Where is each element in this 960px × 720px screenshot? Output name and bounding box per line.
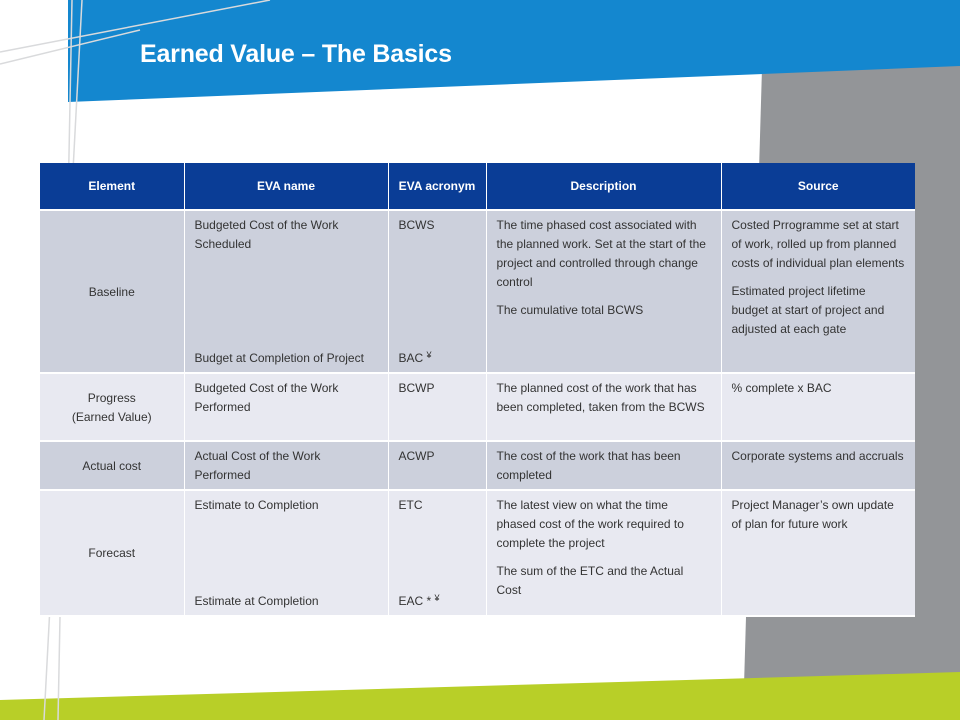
description-text: The sum of the ETC and the Actual Cost [496, 564, 684, 597]
source-text: Costed Prrogramme set at start of work, rolled up from planned costs of individual plan elements [731, 218, 905, 270]
eva-basics-table [40, 163, 915, 617]
acronym-value: EAC * [398, 594, 432, 608]
table-row-progress [40, 373, 915, 441]
acronym-footnote-mark: ¥ [434, 593, 440, 603]
column-header-source: Source [721, 163, 915, 210]
eva-name-text: Budgeted Cost of the Work Scheduled [194, 218, 339, 251]
description-cell: The cost of the work that has been completed [486, 441, 721, 490]
eva-name-text: Estimate at Completion [194, 594, 319, 608]
eva-name-cell [184, 490, 388, 616]
source-cell: Corporate systems and accruals [721, 441, 915, 490]
eva-acronym-cell: ACWP [388, 441, 486, 490]
table-row-baseline [40, 210, 915, 373]
element-text: Progress [87, 390, 136, 405]
acronym-text [399, 346, 476, 368]
eva-acronym-cell [388, 210, 486, 373]
description-cell [486, 490, 721, 616]
eva-name-cell: Budgeted Cost of the Work Performed [184, 373, 388, 441]
table-row-forecast [40, 490, 915, 616]
description-cell: The planned cost of the work that has been completed, taken from the BCWS [486, 373, 721, 441]
source-cell: Project Manager’s own update of plan for future work [721, 490, 915, 616]
acronym-text: BCWS [398, 218, 435, 232]
description-text: The time phased cost associated with the planned work. Set at the start of the project and controlled through change control [496, 218, 706, 289]
description-text: The latest view on what the time phased cost of the work required to complete the project [496, 498, 684, 550]
eva-name-text: Estimate to Completion [194, 498, 319, 512]
bottom-green-band [0, 672, 960, 720]
column-header-eva-acronym: EVA acronym [388, 163, 486, 210]
column-header-eva-name: EVA name [184, 163, 388, 210]
column-header-description: Description [486, 163, 721, 210]
eva-name-text: Budget at Completion of Project [194, 351, 364, 365]
source-cell [721, 210, 915, 373]
page-title: Earned Value – The Basics [140, 40, 452, 68]
source-cell: % complete x BAC [721, 373, 915, 441]
eva-name-cell: Actual Cost of the Work Performed [184, 441, 388, 490]
eva-name-cell [184, 210, 388, 373]
description-cell [486, 210, 721, 373]
element-cell: Forecast [40, 490, 184, 616]
element-text: (Earned Value) [71, 409, 152, 424]
description-text: The cumulative total BCWS [496, 303, 644, 317]
acronym-text: ETC [398, 498, 423, 512]
eva-acronym-cell [388, 490, 486, 616]
acronym-text [399, 589, 476, 611]
element-cell [40, 373, 184, 441]
spacer [732, 273, 906, 282]
source-text: Estimated project lifetime budget at start of project and adjusted at each gate [731, 284, 885, 336]
column-header-element: Element [40, 163, 184, 210]
table-header-row [40, 163, 915, 210]
element-cell: Actual cost [40, 441, 184, 490]
eva-acronym-cell: BCWP [388, 373, 486, 441]
spacer [497, 553, 711, 562]
table-row-actual-cost [40, 441, 915, 490]
acronym-value: BAC [398, 351, 424, 365]
element-cell: Baseline [40, 210, 184, 373]
spacer [497, 292, 711, 301]
acronym-footnote-mark: ¥ [426, 350, 432, 360]
